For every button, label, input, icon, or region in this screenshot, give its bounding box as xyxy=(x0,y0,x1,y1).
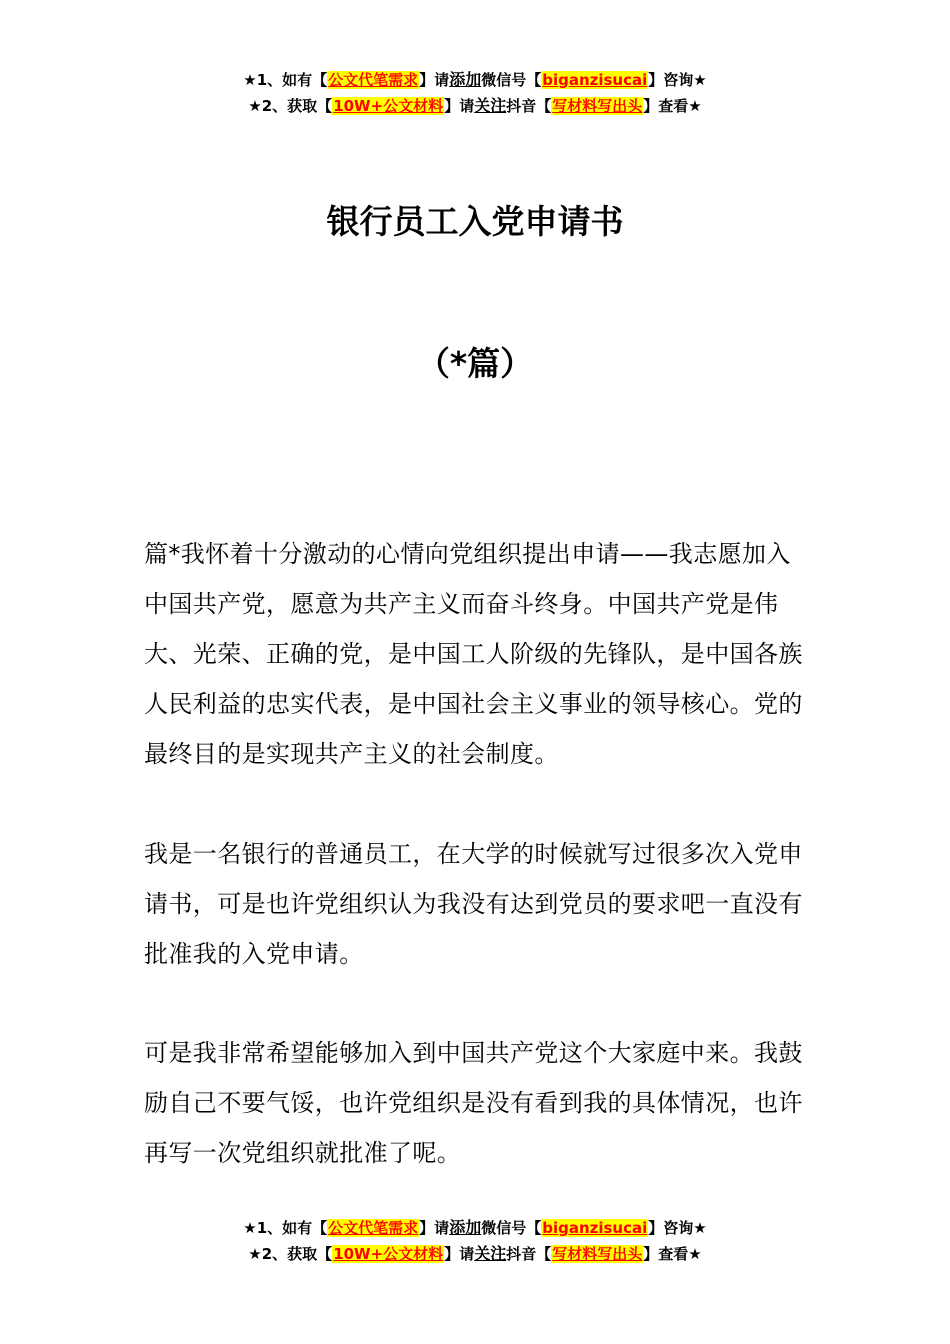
notice-text: 抖音【 xyxy=(506,1245,552,1263)
body-paragraph-1: 篇*我怀着十分激动的心情向党组织提出申请——我志愿加入中国共产党，愿意为共产主义而奋斗终身。中国共产党是伟大、光荣、正确的党，是中国工人阶级的先锋队，是中国各族人民利益的忠实代表，是中国社会主义事业的领导核心。党的最终目的是实现共产主义的社会制度。 xyxy=(144,540,803,768)
notice-line-1 xyxy=(0,1215,950,1241)
notice-text: 】请 xyxy=(419,1219,450,1237)
notice-line-1 xyxy=(0,67,950,93)
footer-notice xyxy=(0,1215,950,1267)
notice-text: 】请 xyxy=(419,71,450,89)
notice-text: 】请 xyxy=(444,97,475,115)
notice-text: 抖音【 xyxy=(506,97,552,115)
document-title: 银行员工入党申请书 xyxy=(326,202,624,241)
douyin-account: 写材料写出头 xyxy=(552,97,643,115)
notice-line-2 xyxy=(0,1241,950,1267)
notice-text: 】咨询★ xyxy=(648,1219,707,1237)
wechat-id: biganzisucai xyxy=(542,1219,648,1237)
notice-text: ★2、获取【 xyxy=(248,97,333,115)
notice-line-2 xyxy=(0,93,950,119)
notice-underlined: 添加 xyxy=(449,1218,482,1237)
notice-underlined: 添加 xyxy=(449,70,482,89)
notice-highlight: 公文代笔需求 xyxy=(328,1219,419,1237)
notice-text: ★1、如有【 xyxy=(243,71,328,89)
notice-text: 】咨询★ xyxy=(648,71,707,89)
notice-text: 】查看★ xyxy=(643,97,702,115)
notice-text: 】请 xyxy=(444,1245,475,1263)
wechat-id: biganzisucai xyxy=(542,71,648,89)
notice-highlight: 公文代笔需求 xyxy=(328,71,419,89)
body-paragraph-3: 可是我非常希望能够加入到中国共产党这个大家庭中来。我鼓励自己不要气馁，也许党组织是没有看到我的具体情况，也许再写一次党组织就批准了呢。 xyxy=(144,1039,803,1167)
notice-text: 】查看★ xyxy=(643,1245,702,1263)
notice-text: 微信号【 xyxy=(481,71,542,89)
notice-text: ★2、获取【 xyxy=(248,1245,333,1263)
douyin-account: 写材料写出头 xyxy=(552,1245,643,1263)
notice-highlight: 10W+公文材料 xyxy=(333,97,444,115)
notice-text: 微信号【 xyxy=(481,1219,542,1237)
notice-highlight: 10W+公文材料 xyxy=(333,1245,444,1263)
notice-underlined: 关注 xyxy=(474,96,507,115)
document-subtitle: （*篇） xyxy=(416,344,534,383)
header-notice xyxy=(0,67,950,119)
notice-text: ★1、如有【 xyxy=(243,1219,328,1237)
body-paragraph-2: 我是一名银行的普通员工，在大学的时候就写过很多次入党申请书，可是也许党组织认为我没有达到党员的要求吧一直没有批准我的入党申请。 xyxy=(144,840,803,968)
notice-underlined: 关注 xyxy=(474,1244,507,1263)
